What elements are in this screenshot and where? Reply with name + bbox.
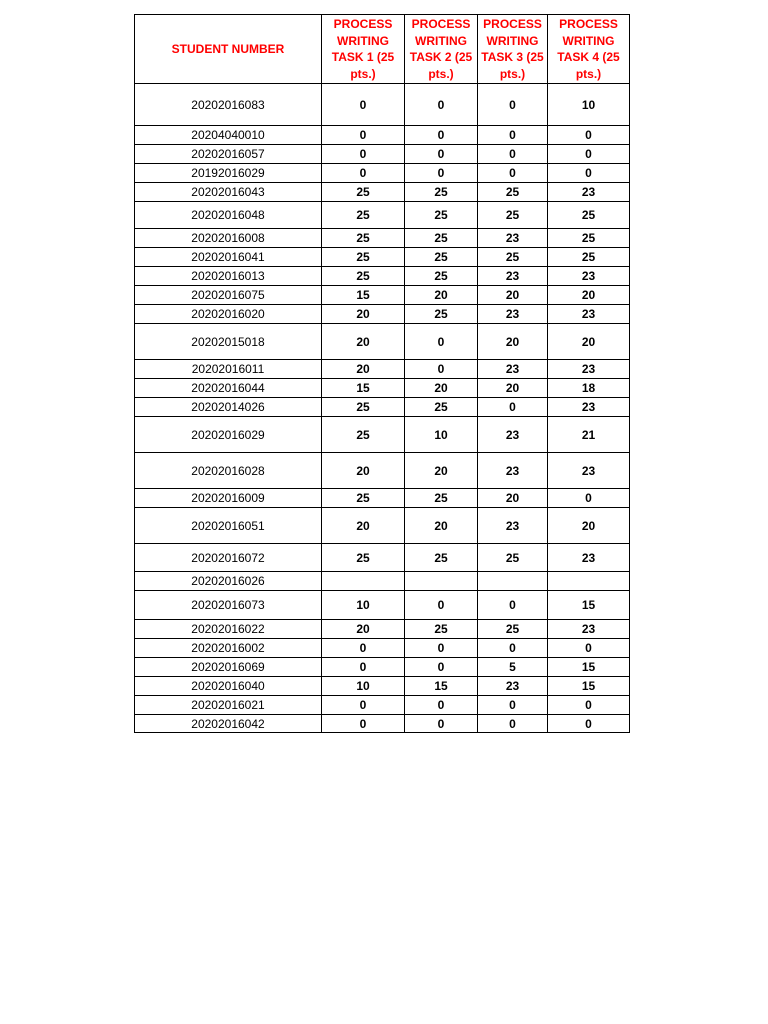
student-number-cell: 20202016083 [135, 84, 322, 126]
student-number-cell: 20202016026 [135, 572, 322, 591]
task-1-score-cell: 15 [322, 286, 405, 305]
task-3-score-cell: 0 [478, 639, 548, 658]
table-row [135, 677, 630, 696]
table-row [135, 658, 630, 677]
task-1-score-cell: 20 [322, 360, 405, 379]
task-2-score-cell: 15 [405, 677, 478, 696]
task-1-score-cell: 25 [322, 398, 405, 417]
table-row [135, 417, 630, 453]
task-4-score-cell: 18 [548, 379, 630, 398]
student-number-cell: 20202016021 [135, 696, 322, 715]
task-3-score-cell: 20 [478, 379, 548, 398]
task-4-score-cell: 0 [548, 126, 630, 145]
table-row [135, 572, 630, 591]
table-row [135, 84, 630, 126]
student-number-cell: 20202016051 [135, 508, 322, 544]
table-row [135, 544, 630, 572]
student-number-cell: 20202016048 [135, 202, 322, 229]
student-number-cell: 20202016011 [135, 360, 322, 379]
table-row [135, 715, 630, 733]
task-3-score-cell: 25 [478, 183, 548, 202]
task-1-score-cell: 0 [322, 658, 405, 677]
table-row [135, 398, 630, 417]
task-1-score-cell: 10 [322, 677, 405, 696]
table-row [135, 620, 630, 639]
task-1-score-cell: 0 [322, 696, 405, 715]
task-3-score-cell: 20 [478, 286, 548, 305]
task-3-score-cell: 25 [478, 620, 548, 639]
table-row [135, 453, 630, 489]
task-3-score-cell: 25 [478, 544, 548, 572]
task-4-score-cell: 23 [548, 267, 630, 286]
task-2-score-cell: 25 [405, 398, 478, 417]
student-number-cell: 20192016029 [135, 164, 322, 183]
task-2-score-cell: 25 [405, 229, 478, 248]
task-2-score-cell: 25 [405, 305, 478, 324]
task-4-score-cell: 0 [548, 489, 630, 508]
task-2-score-cell: 10 [405, 417, 478, 453]
task-2-score-cell: 25 [405, 544, 478, 572]
task-1-score-cell: 25 [322, 183, 405, 202]
student-number-cell: 20202016002 [135, 639, 322, 658]
task-1-score-cell: 0 [322, 126, 405, 145]
table-row [135, 360, 630, 379]
task-1-score-cell: 0 [322, 164, 405, 183]
student-number-cell: 20202016008 [135, 229, 322, 248]
task-3-score-cell: 0 [478, 164, 548, 183]
task-3-score-cell: 23 [478, 229, 548, 248]
task-4-score-cell: 0 [548, 696, 630, 715]
task-4-score-cell: 23 [548, 305, 630, 324]
task-1-score-cell: 0 [322, 84, 405, 126]
task-2-score-cell: 25 [405, 202, 478, 229]
task-4-header: PROCESS WRITING TASK 4 (25 pts.) [548, 15, 630, 84]
student-number-cell: 20202016069 [135, 658, 322, 677]
task-2-score-cell: 20 [405, 508, 478, 544]
task-4-score-cell: 15 [548, 658, 630, 677]
task-3-score-cell: 23 [478, 508, 548, 544]
student-number-header: STUDENT NUMBER [135, 15, 322, 84]
table-row [135, 696, 630, 715]
task-4-score-cell: 10 [548, 84, 630, 126]
task-3-score-cell: 0 [478, 145, 548, 164]
task-3-score-cell: 23 [478, 453, 548, 489]
table-row [135, 379, 630, 398]
table-row [135, 508, 630, 544]
task-4-score-cell: 0 [548, 639, 630, 658]
student-number-cell: 20202016040 [135, 677, 322, 696]
task-1-score-cell: 15 [322, 379, 405, 398]
task-4-score-cell: 20 [548, 286, 630, 305]
task-2-score-cell [405, 572, 478, 591]
task-2-score-cell: 20 [405, 286, 478, 305]
table-row [135, 591, 630, 620]
task-1-score-cell: 0 [322, 639, 405, 658]
task-3-score-cell: 20 [478, 489, 548, 508]
task-2-score-cell: 20 [405, 453, 478, 489]
task-1-score-cell: 0 [322, 145, 405, 164]
task-4-score-cell: 23 [548, 360, 630, 379]
task-2-score-cell: 25 [405, 183, 478, 202]
student-number-cell: 20202016028 [135, 453, 322, 489]
task-4-score-cell: 0 [548, 145, 630, 164]
table-row [135, 229, 630, 248]
student-number-cell: 20202015018 [135, 324, 322, 360]
table-row [135, 305, 630, 324]
task-1-score-cell: 25 [322, 544, 405, 572]
task-3-score-cell: 23 [478, 417, 548, 453]
task-4-score-cell: 15 [548, 677, 630, 696]
table-row [135, 248, 630, 267]
grades-table [134, 14, 630, 733]
task-1-score-cell: 25 [322, 267, 405, 286]
task-4-score-cell: 25 [548, 229, 630, 248]
task-2-score-cell: 25 [405, 267, 478, 286]
task-3-score-cell [478, 572, 548, 591]
task-3-score-cell: 0 [478, 715, 548, 733]
student-number-cell: 20202016022 [135, 620, 322, 639]
task-3-score-cell: 0 [478, 591, 548, 620]
task-3-score-cell: 0 [478, 126, 548, 145]
task-3-score-cell: 23 [478, 360, 548, 379]
task-1-score-cell: 10 [322, 591, 405, 620]
task-2-score-cell: 0 [405, 84, 478, 126]
task-4-score-cell: 25 [548, 202, 630, 229]
table-row [135, 639, 630, 658]
task-4-score-cell: 15 [548, 591, 630, 620]
table-row [135, 489, 630, 508]
task-4-score-cell: 23 [548, 453, 630, 489]
table-row [135, 202, 630, 229]
task-3-score-cell: 23 [478, 267, 548, 286]
task-3-score-cell: 0 [478, 84, 548, 126]
table-row [135, 267, 630, 286]
task-1-score-cell: 20 [322, 508, 405, 544]
task-1-score-cell: 20 [322, 324, 405, 360]
task-4-score-cell: 20 [548, 324, 630, 360]
table-row [135, 145, 630, 164]
student-number-cell: 20202016073 [135, 591, 322, 620]
task-1-score-cell [322, 572, 405, 591]
task-4-score-cell: 23 [548, 544, 630, 572]
student-number-cell: 20204040010 [135, 126, 322, 145]
task-3-score-cell: 0 [478, 398, 548, 417]
task-3-header: PROCESS WRITING TASK 3 (25 pts.) [478, 15, 548, 84]
task-3-score-cell: 23 [478, 305, 548, 324]
student-number-cell: 20202016075 [135, 286, 322, 305]
task-3-score-cell: 25 [478, 202, 548, 229]
task-1-score-cell: 25 [322, 248, 405, 267]
task-2-score-cell: 0 [405, 715, 478, 733]
task-4-score-cell [548, 572, 630, 591]
table-row [135, 126, 630, 145]
task-4-score-cell: 23 [548, 620, 630, 639]
task-4-score-cell: 21 [548, 417, 630, 453]
task-1-score-cell: 20 [322, 305, 405, 324]
table-row [135, 286, 630, 305]
task-3-score-cell: 23 [478, 677, 548, 696]
student-number-cell: 20202016020 [135, 305, 322, 324]
table-row [135, 324, 630, 360]
table-row [135, 183, 630, 202]
task-3-score-cell: 20 [478, 324, 548, 360]
task-3-score-cell: 25 [478, 248, 548, 267]
task-1-score-cell: 25 [322, 417, 405, 453]
student-number-cell: 20202016041 [135, 248, 322, 267]
task-2-score-cell: 0 [405, 591, 478, 620]
table-row [135, 164, 630, 183]
task-2-score-cell: 20 [405, 379, 478, 398]
task-2-score-cell: 0 [405, 164, 478, 183]
student-number-cell: 20202016042 [135, 715, 322, 733]
student-number-cell: 20202016044 [135, 379, 322, 398]
student-number-cell: 20202016009 [135, 489, 322, 508]
task-2-score-cell: 25 [405, 489, 478, 508]
task-2-score-cell: 0 [405, 360, 478, 379]
task-4-score-cell: 0 [548, 164, 630, 183]
task-2-score-cell: 25 [405, 620, 478, 639]
task-2-score-cell: 0 [405, 145, 478, 164]
student-number-cell: 20202016013 [135, 267, 322, 286]
task-2-score-cell: 0 [405, 324, 478, 360]
task-2-score-cell: 0 [405, 126, 478, 145]
task-3-score-cell: 0 [478, 696, 548, 715]
task-2-score-cell: 0 [405, 696, 478, 715]
task-1-score-cell: 25 [322, 202, 405, 229]
task-2-score-cell: 25 [405, 248, 478, 267]
student-number-cell: 20202016043 [135, 183, 322, 202]
task-4-score-cell: 23 [548, 398, 630, 417]
task-4-score-cell: 25 [548, 248, 630, 267]
task-2-score-cell: 0 [405, 658, 478, 677]
task-2-score-cell: 0 [405, 639, 478, 658]
student-number-cell: 20202016057 [135, 145, 322, 164]
task-1-score-cell: 25 [322, 489, 405, 508]
task-1-score-cell: 20 [322, 620, 405, 639]
task-4-score-cell: 23 [548, 183, 630, 202]
student-number-cell: 20202016072 [135, 544, 322, 572]
task-2-header: PROCESS WRITING TASK 2 (25 pts.) [405, 15, 478, 84]
task-3-score-cell: 5 [478, 658, 548, 677]
task-4-score-cell: 20 [548, 508, 630, 544]
header-row [135, 15, 630, 84]
task-4-score-cell: 0 [548, 715, 630, 733]
task-1-score-cell: 20 [322, 453, 405, 489]
student-number-cell: 20202016029 [135, 417, 322, 453]
student-number-cell: 20202014026 [135, 398, 322, 417]
task-1-score-cell: 25 [322, 229, 405, 248]
task-1-header: PROCESS WRITING TASK 1 (25 pts.) [322, 15, 405, 84]
task-1-score-cell: 0 [322, 715, 405, 733]
